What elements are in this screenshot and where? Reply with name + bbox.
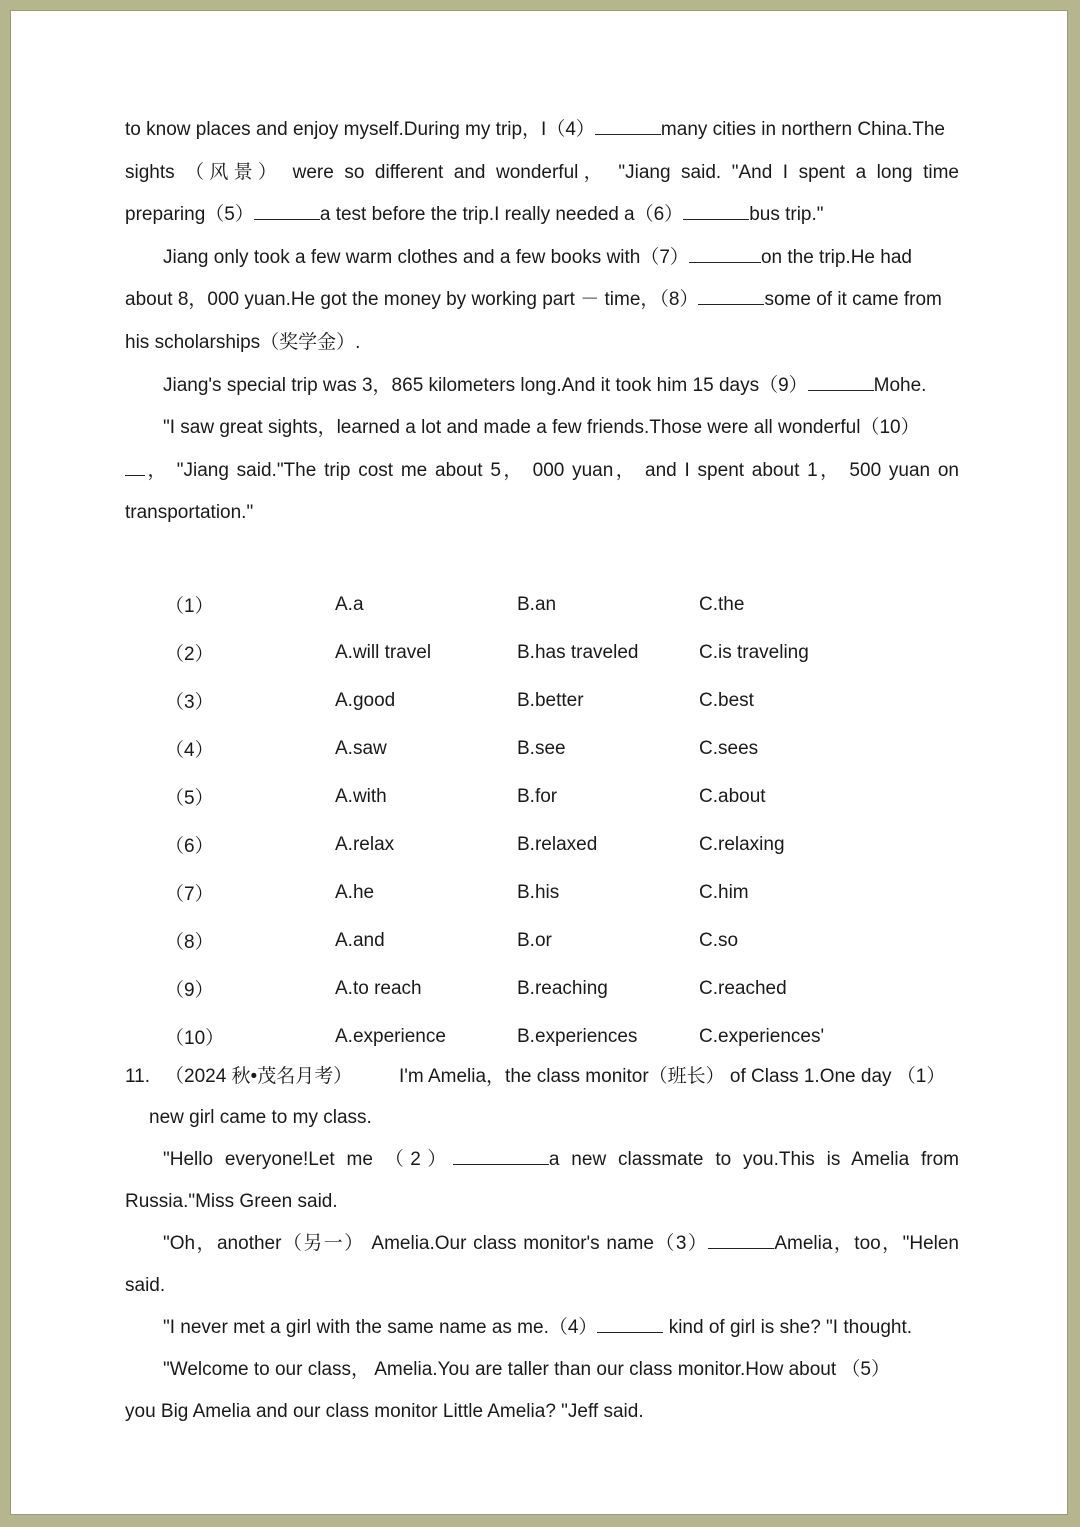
text: bus trip." [749, 204, 824, 226]
option-c: C.sees [699, 737, 759, 759]
options-table [125, 581, 959, 1061]
passage-line: new girl came to my class. [149, 1106, 372, 1128]
answer-blank [708, 1230, 774, 1249]
option-b: B.better [517, 689, 584, 711]
passage-line: you Big Amelia and our class monitor Little Amelia? "Jeff said. [125, 1400, 644, 1422]
passage-line: sights （风景） were so different and wonderful， "Jiang said. "And I spent a long time [125, 161, 959, 183]
text: Jiang only took a few warm clothes and a few books with（7） [163, 246, 689, 268]
passage-line [125, 237, 959, 280]
text: Jiang's special trip was 3，865 kilometers long.And it took him 15 days（9） [163, 374, 808, 396]
passage-line: his scholarships（奖学金）. [125, 331, 361, 353]
option-a: A.experience [335, 1025, 446, 1047]
question-number: （5） [165, 788, 214, 810]
option-c: C.about [699, 785, 766, 807]
question-number: （10） [165, 1028, 225, 1050]
option-row [125, 581, 959, 629]
passage-line [125, 1139, 959, 1181]
question-number: （7） [165, 884, 214, 906]
text: preparing（5） [125, 204, 254, 226]
question-number: （4） [165, 740, 214, 762]
passage-line: "Welcome to our class， Amelia.You are taller than our class monitor.How about （5） [163, 1358, 890, 1380]
question-11-header [125, 1057, 959, 1097]
text: kind of girl is she? "I thought. [668, 1316, 913, 1338]
option-c: C.him [699, 881, 749, 903]
option-a: A.with [335, 785, 387, 807]
option-row [125, 917, 959, 965]
option-c: C.experiences' [699, 1025, 825, 1047]
answer-blank [595, 116, 661, 135]
option-row [125, 725, 959, 773]
question-source: （2024 秋•茂名月考） [165, 1065, 353, 1087]
option-b: B.his [517, 881, 560, 903]
option-b: B.see [517, 737, 566, 759]
passage-line: transportation." [125, 502, 254, 524]
option-row [125, 869, 959, 917]
passage-line: Russia."Miss Green said. [125, 1190, 338, 1212]
question-number: （2） [165, 644, 214, 666]
text: a test before the trip.I really needed a（6） [319, 204, 684, 226]
option-row [125, 965, 959, 1013]
option-b: B.or [517, 929, 552, 951]
answer-blank [683, 201, 749, 220]
option-b: B.experiences [517, 1025, 638, 1047]
option-row [125, 1013, 959, 1061]
answer-blank [254, 201, 320, 220]
text: "I never met a girl with the same name as me.（4） [163, 1316, 598, 1338]
text: many cities in northern China.The [660, 119, 946, 140]
page-content [125, 109, 959, 1433]
passage-line [125, 1307, 959, 1349]
spacer [125, 535, 959, 581]
option-b: B.has traveled [517, 641, 639, 663]
option-c: C.the [699, 593, 745, 615]
option-row [125, 821, 959, 869]
option-a: A.he [335, 881, 375, 903]
passage-line [125, 1223, 959, 1265]
question-number: 11. [125, 1065, 151, 1087]
option-a: A.good [335, 689, 396, 711]
option-row [125, 629, 959, 677]
passage-line [125, 279, 959, 322]
passage-line [125, 365, 959, 408]
question-intro: I'm Amelia，the class monitor（班长） of Class 1.One day （1） [399, 1065, 946, 1087]
option-c: C.so [699, 929, 739, 951]
option-a: A.a [335, 593, 364, 615]
option-c: C.relaxing [699, 833, 785, 855]
text: to know places and enjoy myself.During my trip，I（4） [125, 119, 595, 140]
question-number: （8） [165, 932, 214, 954]
question-number: （6） [165, 836, 214, 858]
answer-blank [689, 244, 761, 263]
passage-line [125, 194, 959, 237]
option-a: A.will travel [335, 641, 432, 663]
option-b: B.an [517, 593, 557, 615]
text: about 8，000 yuan.He got the money by working part － time，（8） [125, 289, 699, 311]
answer-blank [698, 286, 764, 305]
passage-line [125, 450, 959, 493]
text: Amelia，too，"Helen [774, 1232, 959, 1254]
option-b: B.for [517, 785, 558, 807]
answer-blank [597, 1314, 663, 1333]
answer-blank [453, 1146, 549, 1165]
option-a: A.saw [335, 737, 387, 759]
text: a new classmate to you.This is Amelia from [548, 1148, 959, 1170]
passage-line: said. [125, 1274, 166, 1296]
option-b: B.reaching [517, 977, 608, 999]
option-b: B.relaxed [517, 833, 598, 855]
text: on the trip.He had [760, 246, 912, 268]
option-a: A.to reach [335, 977, 422, 999]
option-row [125, 677, 959, 725]
question-number: （1） [165, 596, 214, 618]
option-a: A.and [335, 929, 385, 951]
option-c: C.is traveling [699, 641, 809, 663]
option-c: C.best [699, 689, 754, 711]
text: "Oh，another（另一） Amelia.Our class monitor's name（3） [163, 1232, 709, 1254]
text: "Hello everyone!Let me （2） [163, 1148, 453, 1170]
question-number: （3） [165, 692, 214, 714]
text: ， "Jiang said."The trip cost me about 5， 000 yuan， and I spent about 1， 500 yuan on [145, 459, 959, 481]
answer-blank [125, 457, 145, 476]
answer-blank [808, 372, 874, 391]
text: Mohe. [873, 374, 927, 396]
option-c: C.reached [699, 977, 787, 999]
option-row [125, 773, 959, 821]
text: some of it came from [764, 289, 942, 311]
document-page [10, 10, 1068, 1515]
passage-line [125, 109, 959, 152]
question-number: （9） [165, 980, 214, 1002]
passage-line: "I saw great sights，learned a lot and made a few friends.Those were all wonderful（10） [163, 417, 920, 439]
option-a: A.relax [335, 833, 395, 855]
